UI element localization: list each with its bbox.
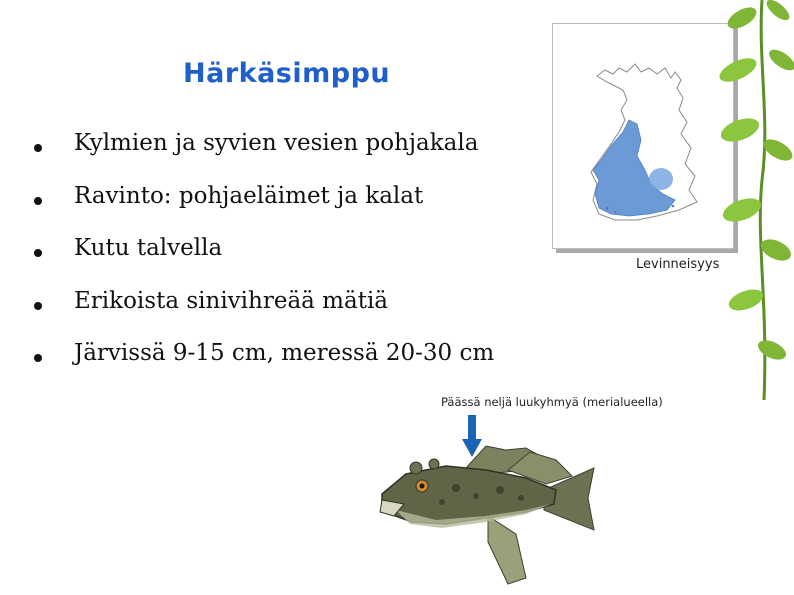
fish-illustration-image xyxy=(376,438,596,588)
inland-lake-area xyxy=(649,168,673,190)
slide-title: Härkäsimppu xyxy=(183,58,391,89)
bullet-text: Ravinto: pohjaeläimet ja kalat xyxy=(74,182,424,209)
head-note: Päässä neljä luukyhmyä (merialueella) xyxy=(441,395,663,409)
distribution-map xyxy=(552,23,734,249)
seaweed-decoration-image xyxy=(712,0,794,400)
bullet-dot xyxy=(34,354,42,362)
bullet-text: Kylmien ja syvien vesien pohjakala xyxy=(74,130,479,156)
bullet-dot xyxy=(34,197,42,205)
bullet-text: Kutu talvella xyxy=(74,235,223,261)
bullet-dot xyxy=(34,249,42,257)
bullet-text: Erikoista sinivihreää mätiä xyxy=(74,287,389,314)
bullet-dot xyxy=(34,302,42,310)
bullet-dot xyxy=(34,144,42,152)
map-caption: Levinneisyys xyxy=(636,257,720,272)
finland-map-image xyxy=(553,24,733,248)
bullet-text: Järvissä 9-15 cm, meressä 20-30 cm xyxy=(74,340,495,366)
